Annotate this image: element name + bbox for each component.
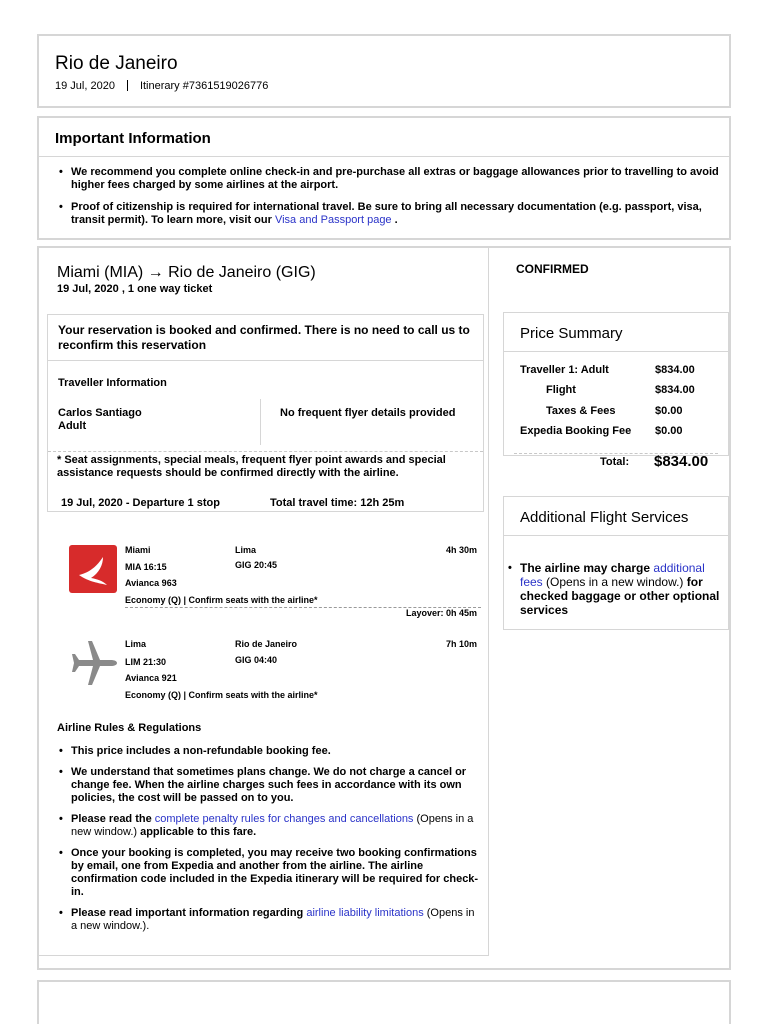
flight-price-value: $834.00 bbox=[655, 384, 695, 396]
traveller-price-value: $834.00 bbox=[655, 364, 695, 376]
trip-date: 19 Jul, 2020 bbox=[55, 80, 115, 92]
itinerary-number: Itinerary #7361519026776 bbox=[139, 80, 269, 92]
status-badge: CONFIRMED bbox=[516, 262, 589, 276]
total-travel-time: Total travel time: 12h 25m bbox=[270, 497, 405, 509]
liability-limitations-link[interactable]: airline liability limitations bbox=[306, 907, 424, 919]
important-item-checkin: • We recommend you complete online check-in and pre-purchase all extras or baggage allowances prior to travelling to avoid higher fees charged by some airlines at the airport. bbox=[59, 166, 721, 192]
flight-details-panel bbox=[37, 246, 731, 970]
airplane-icon bbox=[69, 639, 117, 687]
important-item-citizenship: • Proof of citizenship is required for international travel. Be sure to bring all necessary documentation (e.g. passport, visa, transit permit). To learn more, visit our Visa and Passport page . bbox=[59, 201, 721, 227]
segment-departure: MIA 16:15 bbox=[125, 562, 167, 572]
page-title: Rio de Janeiro bbox=[55, 53, 178, 74]
header-meta bbox=[55, 80, 268, 92]
segment-origin-city: Miami bbox=[125, 545, 151, 555]
rule-item: • Please read the complete penalty rules for changes and cancellations (Opens in a new window.) applicable to this fare. bbox=[59, 813, 479, 839]
segment-arrival: GIG 04:40 bbox=[235, 655, 278, 665]
segment-destination-city: Lima bbox=[235, 545, 257, 555]
segment-departure: LIM 21:30 bbox=[125, 657, 167, 667]
booking-fee-value: $0.00 bbox=[655, 425, 683, 437]
additional-services-panel bbox=[503, 496, 729, 630]
important-list bbox=[59, 166, 721, 236]
segment-duration: 4h 30m bbox=[445, 545, 477, 555]
flight-price-label: Flight bbox=[546, 384, 576, 396]
dashed-divider bbox=[48, 451, 483, 452]
traveller-price-label: Traveller 1: Adult bbox=[520, 364, 609, 376]
services-heading: Additional Flight Services bbox=[520, 509, 689, 526]
visa-passport-link[interactable]: Visa and Passport page bbox=[274, 214, 392, 226]
booking-fee-label: Expedia Booking Fee bbox=[520, 425, 632, 437]
traveller-name: Carlos Santiago bbox=[58, 407, 142, 419]
divider bbox=[504, 535, 728, 536]
rule-item: • Once your booking is completed, you may receive two booking confirmations by email, one from Expedia and another from the airline. The airline confirmation code included in the Expedia itinerary will be required for check-in. bbox=[59, 847, 479, 899]
penalty-rules-link[interactable]: complete penalty rules for changes and cancellations bbox=[154, 813, 414, 825]
important-information-panel bbox=[37, 116, 731, 240]
reservation-confirmation bbox=[47, 314, 484, 512]
rule-item: • Please read important information regarding airline liability limitations (Opens in a new window.). bbox=[59, 907, 479, 933]
avianca-logo-icon bbox=[69, 545, 117, 593]
rule-item: • We understand that sometimes plans change. We do not charge a cancel or change fee. When the airline charges such fees in accordance with its own policies, the cost will be passed on to you. bbox=[59, 766, 479, 805]
segment-cabin: Economy (Q) | Confirm seats with the airline* bbox=[125, 690, 318, 700]
layover-info: Layover: 0h 45m bbox=[405, 608, 477, 618]
divider bbox=[48, 360, 483, 361]
total-value: $834.00 bbox=[654, 453, 709, 470]
price-summary-panel bbox=[503, 312, 729, 456]
additional-fees-link[interactable]: additional fees bbox=[520, 561, 705, 589]
next-section-panel bbox=[37, 980, 731, 1024]
traveller-heading: Traveller Information bbox=[58, 377, 167, 389]
rule-item: • This price includes a non-refundable booking fee. bbox=[59, 745, 479, 758]
trip-header bbox=[37, 34, 731, 108]
frequent-flyer-info: No frequent flyer details provided bbox=[280, 407, 456, 419]
segment-destination-city: Rio de Janeiro bbox=[235, 639, 298, 649]
seat-note: * Seat assignments, special meals, frequent flyer point awards and special assistance requests should be confirmed directly with the airline. bbox=[57, 454, 446, 479]
taxes-value: $0.00 bbox=[655, 405, 683, 417]
rules-heading: Airline Rules & Regulations bbox=[57, 722, 202, 734]
column-divider bbox=[260, 399, 261, 445]
segment-flight-number: Avianca 921 bbox=[125, 673, 177, 683]
route-title: Miami (MIA) → Rio de Janeiro (GIG) bbox=[57, 264, 316, 281]
meta-separator bbox=[127, 80, 128, 91]
services-list bbox=[508, 561, 720, 626]
taxes-label: Taxes & Fees bbox=[546, 405, 616, 417]
important-heading: Important Information bbox=[55, 130, 211, 147]
segment-arrival: GIG 20:45 bbox=[235, 560, 278, 570]
confirmation-message: Your reservation is booked and confirmed. There is no need to call us to reconfirm this reservation bbox=[58, 323, 470, 352]
flight-column bbox=[39, 248, 489, 956]
departure-summary: 19 Jul, 2020 - Departure 1 stop bbox=[61, 497, 220, 509]
flight-segment-1 bbox=[69, 545, 483, 621]
divider bbox=[39, 156, 729, 157]
traveller-details bbox=[58, 407, 142, 433]
service-item: • The airline may charge additional fees (Opens in a new window.) for checked baggage or other optional services bbox=[508, 561, 720, 617]
segment-cabin: Economy (Q) | Confirm seats with the airline* bbox=[125, 595, 318, 605]
traveller-type: Adult bbox=[58, 420, 87, 432]
segment-duration: 7h 10m bbox=[445, 639, 477, 649]
flight-segment-2 bbox=[69, 639, 483, 709]
total-label: Total: bbox=[600, 456, 630, 468]
divider bbox=[504, 351, 728, 352]
segment-origin-city: Lima bbox=[125, 639, 147, 649]
price-summary-heading: Price Summary bbox=[520, 325, 623, 342]
route-subtitle: 19 Jul, 2020 , 1 one way ticket bbox=[57, 283, 213, 295]
rules-list bbox=[59, 745, 479, 941]
segment-flight-number: Avianca 963 bbox=[125, 578, 177, 588]
